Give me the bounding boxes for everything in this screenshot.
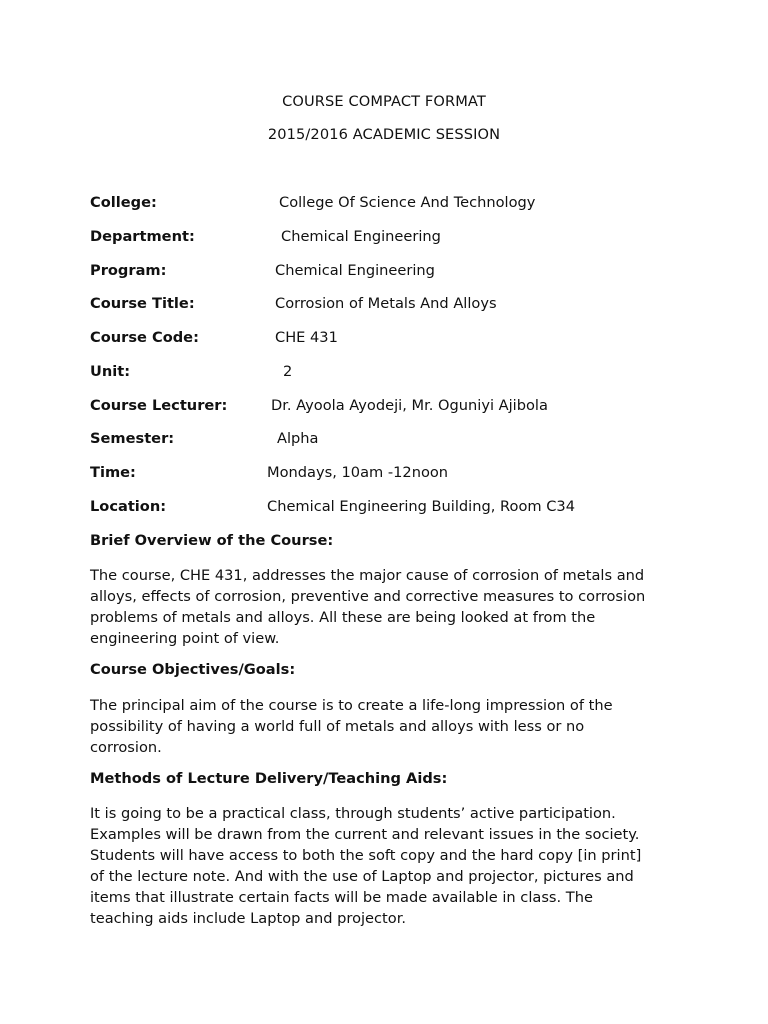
- field-label-semester: Semester:: [90, 430, 175, 447]
- paragraph-overview: [90, 565, 680, 649]
- field-label-department: Department:: [90, 228, 195, 245]
- document-title: COURSE COMPACT FORMAT: [282, 93, 486, 110]
- field-value-semester: Alpha: [277, 430, 319, 447]
- paragraph-line: Examples will be drawn from the current and relevant issues in the society.: [90, 826, 640, 843]
- paragraph-line: The course, CHE 431, addresses the major cause of corrosion of metals and: [90, 567, 645, 584]
- paragraph-line: engineering point of view.: [90, 630, 280, 647]
- paragraph-methods: [90, 803, 680, 929]
- field-value-location: Chemical Engineering Building, Room C34: [267, 498, 575, 515]
- field-value-department: Chemical Engineering: [281, 228, 441, 245]
- field-value-course-lecturer: Dr. Ayoola Ayodeji, Mr. Oguniyi Ajibola: [271, 397, 548, 414]
- paragraph-objectives: [90, 695, 680, 758]
- section-heading-methods: Methods of Lecture Delivery/Teaching Aids:: [90, 770, 448, 787]
- field-label-program: Program:: [90, 262, 167, 279]
- field-value-unit: 2: [283, 363, 293, 380]
- field-label-time: Time:: [90, 464, 136, 481]
- field-label-location: Location:: [90, 498, 167, 515]
- field-label-unit: Unit:: [90, 363, 131, 380]
- paragraph-line: Students will have access to both the soft copy and the hard copy [in print]: [90, 847, 642, 864]
- field-value-time: Mondays, 10am -12noon: [267, 464, 449, 481]
- paragraph-line: items that illustrate certain facts will be made available in class. The: [90, 889, 593, 906]
- paragraph-line: problems of metals and alloys. All these are being looked at from the: [90, 609, 596, 626]
- paragraph-line: possibility of having a world full of metals and alloys with less or no: [90, 718, 585, 735]
- field-label-course-title: Course Title:: [90, 295, 195, 312]
- field-label-course-code: Course Code:: [90, 329, 199, 346]
- field-value-college: College Of Science And Technology: [279, 194, 536, 211]
- field-value-program: Chemical Engineering: [275, 262, 435, 279]
- paragraph-line: The principal aim of the course is to create a life-long impression of the: [90, 697, 613, 714]
- paragraph-line: It is going to be a practical class, through students’ active participation.: [90, 805, 616, 822]
- section-heading-objectives: Course Objectives/Goals:: [90, 661, 296, 678]
- paragraph-line: corrosion.: [90, 739, 162, 756]
- paragraph-line: teaching aids include Laptop and projector.: [90, 910, 407, 927]
- section-heading-overview: Brief Overview of the Course:: [90, 532, 334, 549]
- field-label-course-lecturer: Course Lecturer:: [90, 397, 228, 414]
- field-label-college: College:: [90, 194, 157, 211]
- paragraph-line: alloys, effects of corrosion, preventive and corrective measures to corrosion: [90, 588, 646, 605]
- field-value-course-title: Corrosion of Metals And Alloys: [275, 295, 497, 312]
- academic-session: 2015/2016 ACADEMIC SESSION: [267, 126, 501, 143]
- field-value-course-code: CHE 431: [275, 329, 338, 346]
- paragraph-line: of the lecture note. And with the use of Laptop and projector, pictures and: [90, 868, 634, 885]
